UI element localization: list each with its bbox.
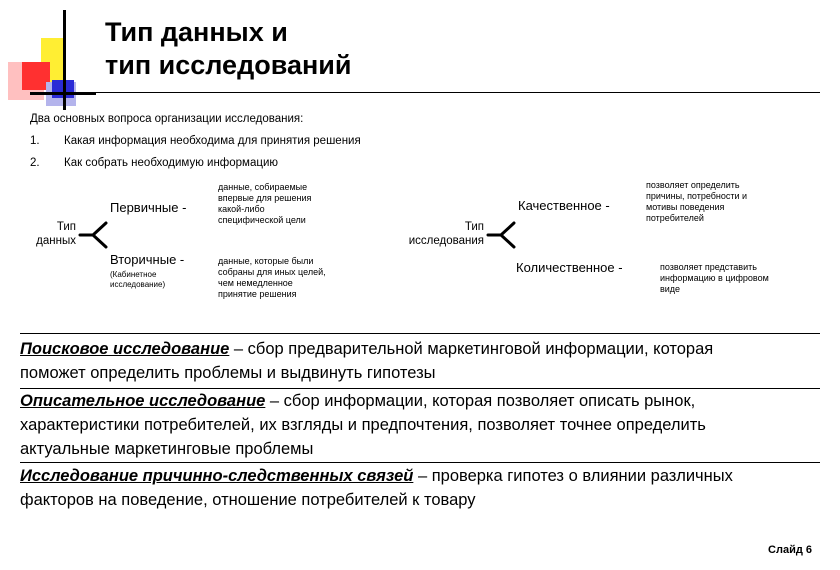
- divider: [20, 462, 820, 463]
- note-line: исследование): [110, 280, 166, 289]
- secondary-label: Вторичные -: [110, 252, 185, 267]
- data-type-root: [22, 220, 76, 248]
- quantitative-description: [660, 262, 769, 295]
- research-type-fork-icon: [486, 218, 520, 252]
- data-type-root-line: Тип: [56, 221, 76, 233]
- quantitative-label: Количественное -: [516, 260, 623, 275]
- definition-exploratory: [20, 337, 820, 385]
- desc-line: мотивы поведения: [646, 202, 725, 212]
- research-type-root-line: исследования: [408, 235, 484, 247]
- desc-line: позволяет представить: [660, 262, 757, 272]
- definition-causal: [20, 464, 820, 512]
- desc-line: потребителей: [646, 213, 704, 223]
- intro-item-number: 1.: [30, 135, 40, 147]
- note-line: (Кабинетное: [110, 270, 157, 279]
- definition-line: [20, 337, 820, 361]
- decor-horizontal-line: [30, 92, 96, 95]
- desc-line: впервые для решения: [218, 193, 312, 203]
- primary-description: [218, 182, 311, 226]
- intro-item-text: Какая информация необходима для принятия решения: [64, 135, 361, 147]
- research-type-root: [388, 220, 484, 248]
- decor-vertical-line: [63, 10, 66, 110]
- definition-text: факторов на поведение, отношение потребителей к товару: [20, 491, 476, 509]
- definition-text: актуальные маркетинговые проблемы: [20, 440, 314, 458]
- desc-line: чем немедленное: [218, 278, 293, 288]
- secondary-note: [110, 270, 165, 290]
- page-title: [105, 16, 351, 82]
- definition-text: – проверка гипотез о влиянии различных: [413, 467, 733, 485]
- desc-line: информацию в цифровом: [660, 273, 769, 283]
- title-line-1: Тип данных и: [105, 17, 288, 47]
- definition-text: – сбор информации, которая позволяет описать рынок,: [265, 392, 696, 410]
- desc-line: специфической цели: [218, 215, 306, 225]
- desc-line: данные, собираемые: [218, 182, 308, 192]
- primary-label: Первичные -: [110, 200, 187, 215]
- intro-item-2: [30, 156, 278, 170]
- definition-line: [20, 464, 820, 488]
- definition-text: поможет определить проблемы и выдвинуть гипотезы: [20, 364, 436, 382]
- desc-line: собраны для иных целей,: [218, 267, 326, 277]
- definition-text: характеристики потребителей, их взгляды и предпочтения, позволяет точнее определить: [20, 416, 706, 434]
- desc-line: принятие решения: [218, 289, 297, 299]
- intro-item-text: Как собрать необходимую информацию: [64, 157, 278, 169]
- desc-line: виде: [660, 284, 681, 294]
- secondary-description: [218, 256, 326, 300]
- definition-text: – сбор предварительной маркетинговой информации, которая: [229, 340, 714, 358]
- slide-number: Слайд 6: [768, 544, 812, 556]
- data-type-root-line: данных: [36, 235, 76, 247]
- desc-line: позволяет определить: [646, 180, 740, 190]
- desc-line: какой-либо: [218, 204, 265, 214]
- definition-term: Описательное исследование: [20, 392, 266, 410]
- research-type-root-line: Тип: [464, 221, 484, 233]
- data-type-fork-icon: [78, 218, 112, 252]
- desc-line: данные, которые были: [218, 256, 314, 266]
- qualitative-description: [646, 180, 747, 224]
- definition-term: Исследование причинно-следственных связей: [20, 467, 414, 485]
- definition-term: Поисковое исследование: [20, 340, 230, 358]
- decor-title-underline: [92, 92, 820, 93]
- desc-line: причины, потребности и: [646, 191, 748, 201]
- qualitative-label: Качественное -: [518, 198, 610, 213]
- divider: [20, 333, 820, 334]
- definition-line: [20, 389, 820, 413]
- title-line-2: тип исследований: [105, 50, 352, 80]
- definition-descriptive: [20, 389, 820, 461]
- intro-item-number: 2.: [30, 157, 40, 169]
- intro-item-1: [30, 134, 361, 148]
- intro-heading: Два основных вопроса организации исследования:: [30, 113, 304, 125]
